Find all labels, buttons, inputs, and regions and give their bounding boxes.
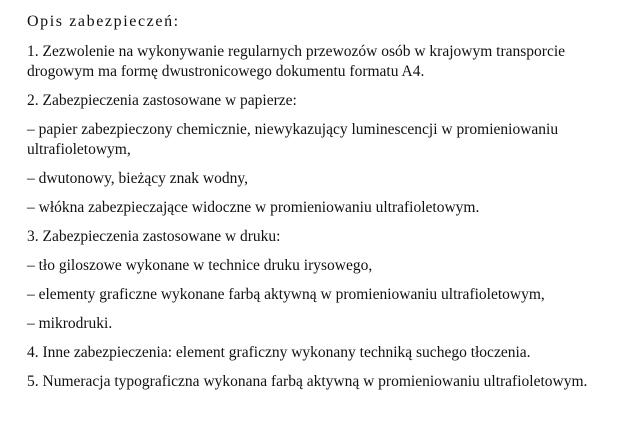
paragraph-line: – elementy graficzne wykonane farbą aktywną w promieniowaniu ultrafioletowym, — [27, 286, 545, 303]
paragraph-8 — [27, 285, 621, 305]
paragraph-line: – włókna zabezpieczające widoczne w promieniowaniu ultrafioletowym. — [27, 199, 480, 216]
paragraph-line: 1. Zezwolenie na wykonywanie regularnych przewozów osób w krajowym transporcie — [27, 43, 566, 60]
paragraph-line: 5. Numeracja typograficzna wykonana farbą aktywną w promieniowaniu ultrafioletowym. — [27, 373, 588, 390]
paragraph-1 — [27, 42, 621, 82]
paragraph-10 — [27, 343, 621, 363]
paragraph-9 — [27, 314, 621, 334]
paragraph-line: – tło giloszowe wykonane w technice druku irysowego, — [27, 257, 373, 274]
document-title: Opis zabezpieczeń: — [27, 13, 180, 30]
paragraph-line: 3. Zabezpieczenia zastosowane w druku: — [27, 228, 281, 245]
paragraph-6 — [27, 227, 621, 247]
paragraph-3 — [27, 120, 621, 160]
paragraph-11 — [27, 372, 621, 392]
paragraph-line: 4. Inne zabezpieczenia: element graficzny wykonany techniką suchego tłoczenia. — [27, 344, 531, 361]
paragraph-2 — [27, 91, 621, 111]
paragraph-4 — [27, 169, 621, 189]
paragraph-7 — [27, 256, 621, 276]
paragraph-line: ultrafioletowym, — [27, 141, 131, 158]
paragraph-5 — [27, 198, 621, 218]
paragraph-line: – mikrodruki. — [27, 315, 113, 332]
paragraph-line: drogowym ma formę dwustronicowego dokumentu formatu A4. — [27, 63, 425, 80]
paragraph-line: – dwutonowy, bieżący znak wodny, — [27, 170, 248, 187]
paragraph-line: – papier zabezpieczony chemicznie, niewykazujący luminescencji w promieniowaniu — [27, 121, 559, 138]
paragraph-line: 2. Zabezpieczenia zastosowane w papierze: — [27, 92, 297, 109]
